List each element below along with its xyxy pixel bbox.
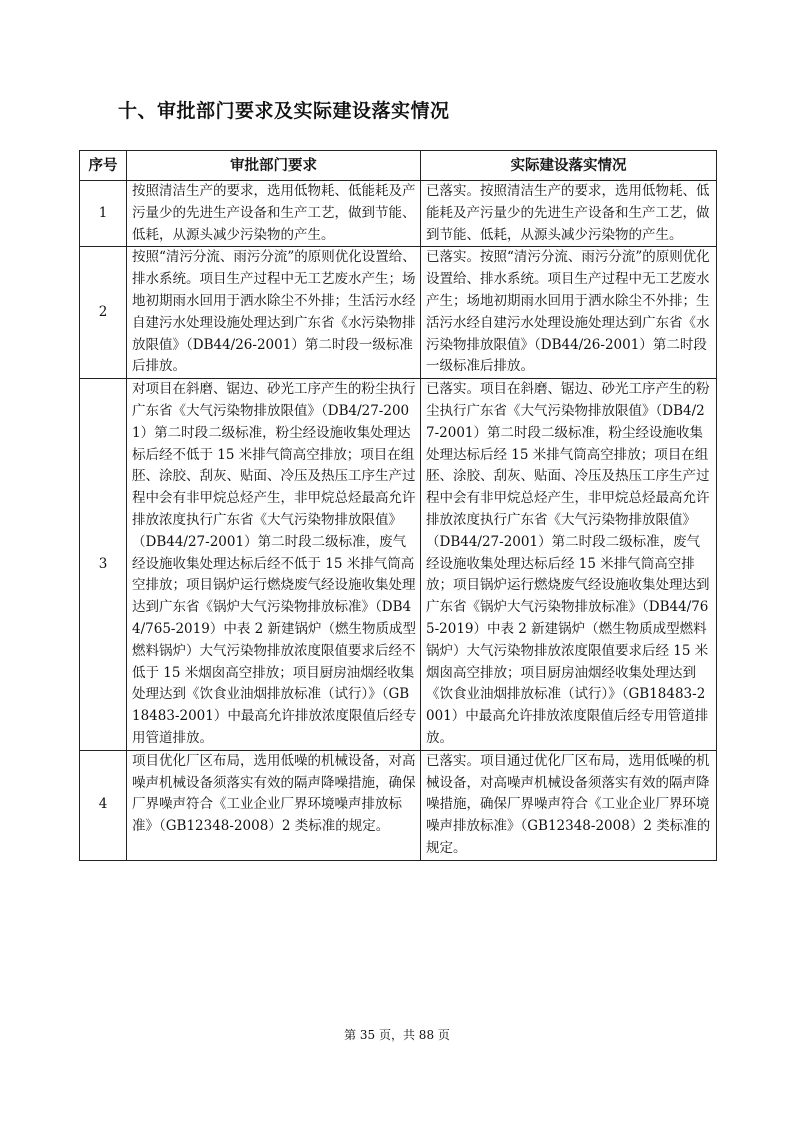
header-requirement: 审批部门要求 (127, 151, 421, 181)
implementation-cell: 已落实。按照清洁生产的要求，选用低物耗、低能耗及产污量少的先进生产设备和生产工艺，做到节能、低耗，从源头减少污染物的产生。 (421, 181, 717, 247)
table-row (80, 181, 717, 247)
row-num: 1 (80, 181, 127, 247)
requirements-table (79, 150, 717, 861)
header-implementation: 实际建设落实情况 (421, 151, 717, 181)
requirement-cell: 按照清洁生产的要求，选用低物耗、低能耗及产污量少的先进生产设备和生产工艺，做到节能、低耗，从源头减少污染物的产生。 (127, 181, 421, 247)
header-num: 序号 (80, 151, 127, 181)
table-row (80, 247, 717, 379)
implementation-cell: 已落实。项目通过优化厂区布局，选用低噪的机械设备，对高噪声机械设备须落实有效的隔声降噪措施，确保厂界噪声符合《工业企业厂界环境噪声排放标准》（GB12348-2008）2 类标准的规定。 (421, 750, 717, 860)
implementation-cell: 已落实。项目在斜磨、锯边、砂光工序产生的粉尘执行广东省《大气污染物排放限值》（DB4/27-2001）第二时段二级标准，粉尘经设施收集处理达标后经 15 米排气筒高空排放；项目在组胚、涂胶、刮灰、贴面、冷压及热压工序生产过程中会有非甲烷总烃产生，非甲烷总烃最高允许排放浓度执行广东省《大气污染物排放限值》（DB44/27-2001）第二时段二级标准，废气经设施收集处理达标后经 15 米排气筒高空排放；项目锅炉运行燃烧废气经设施收集处理达到广东省《锅炉大气污染物排放标准》（DB44/765-2019）中表 2 新建锅炉（燃生物质成型燃料锅炉）大气污染物排放浓度限值要求后经 15 米烟囱高空排放；项目厨房油烟经收集处理达到《饮食业油烟排放标准（试行）》（GB18483-2001）中最高允许排放浓度限值后经专用管道排放。 (421, 379, 717, 751)
requirement-cell: 按照“清污分流、雨污分流”的原则优化设置给、排水系统。项目生产过程中无工艺废水产生；场地初期雨水回用于洒水除尘不外排；生活污水经自建污水处理设施处理达到广东省《水污染物排放限值》（DB44/26-2001）第二时段一级标准后排放。 (127, 247, 421, 379)
table-row (80, 750, 717, 860)
requirement-cell: 项目优化厂区布局，选用低噪的机械设备，对高噪声机械设备须落实有效的隔声降噪措施，确保厂界噪声符合《工业企业厂界环境噪声排放标准》（GB12348-2008）2 类标准的规定。 (127, 750, 421, 860)
table-row (80, 379, 717, 751)
requirement-cell: 对项目在斜磨、锯边、砂光工序产生的粉尘执行广东省《大气污染物排放限值》（DB4/27-2001）第二时段二级标准，粉尘经设施收集处理达标后经不低于 15 米排气筒高空排放；项目在组胚、涂胶、刮灰、贴面、冷压及热压工序生产过程中会有非甲烷总烃产生，非甲烷总烃最高允许排放浓度执行广东省《大气污染物排放限值》（DB44/27-2001）第二时段二级标准，废气经设施收集处理达标后经不低于 15 米排气筒高空排放；项目锅炉运行燃烧废气经设施收集处理达到广东省《锅炉大气污染物排放标准》（DB44/765-2019）中表 2 新建锅炉（燃生物质成型燃料锅炉）大气污染物排放浓度限值要求后经不低于 15 米烟囱高空排放；项目厨房油烟经收集处理达到《饮食业油烟排放标准（试行）》（GB18483-2001）中最高允许排放浓度限值后经专用管道排放。 (127, 379, 421, 751)
implementation-cell: 已落实。按照“清污分流、雨污分流”的原则优化设置给、排水系统。项目生产过程中无工艺废水产生；场地初期雨水回用于洒水除尘不外排；生活污水经自建污水处理设施处理达到广东省《水污染物排放限值》（DB44/26-2001）第二时段一级标准后排放。 (421, 247, 717, 379)
table-header-row (80, 151, 717, 181)
row-num: 2 (80, 247, 127, 379)
section-title: 十、审批部门要求及实际建设落实情况 (118, 100, 450, 122)
page-footer: 第 35 页，共 88 页 (344, 1028, 450, 1042)
row-num: 3 (80, 379, 127, 751)
row-num: 4 (80, 750, 127, 860)
